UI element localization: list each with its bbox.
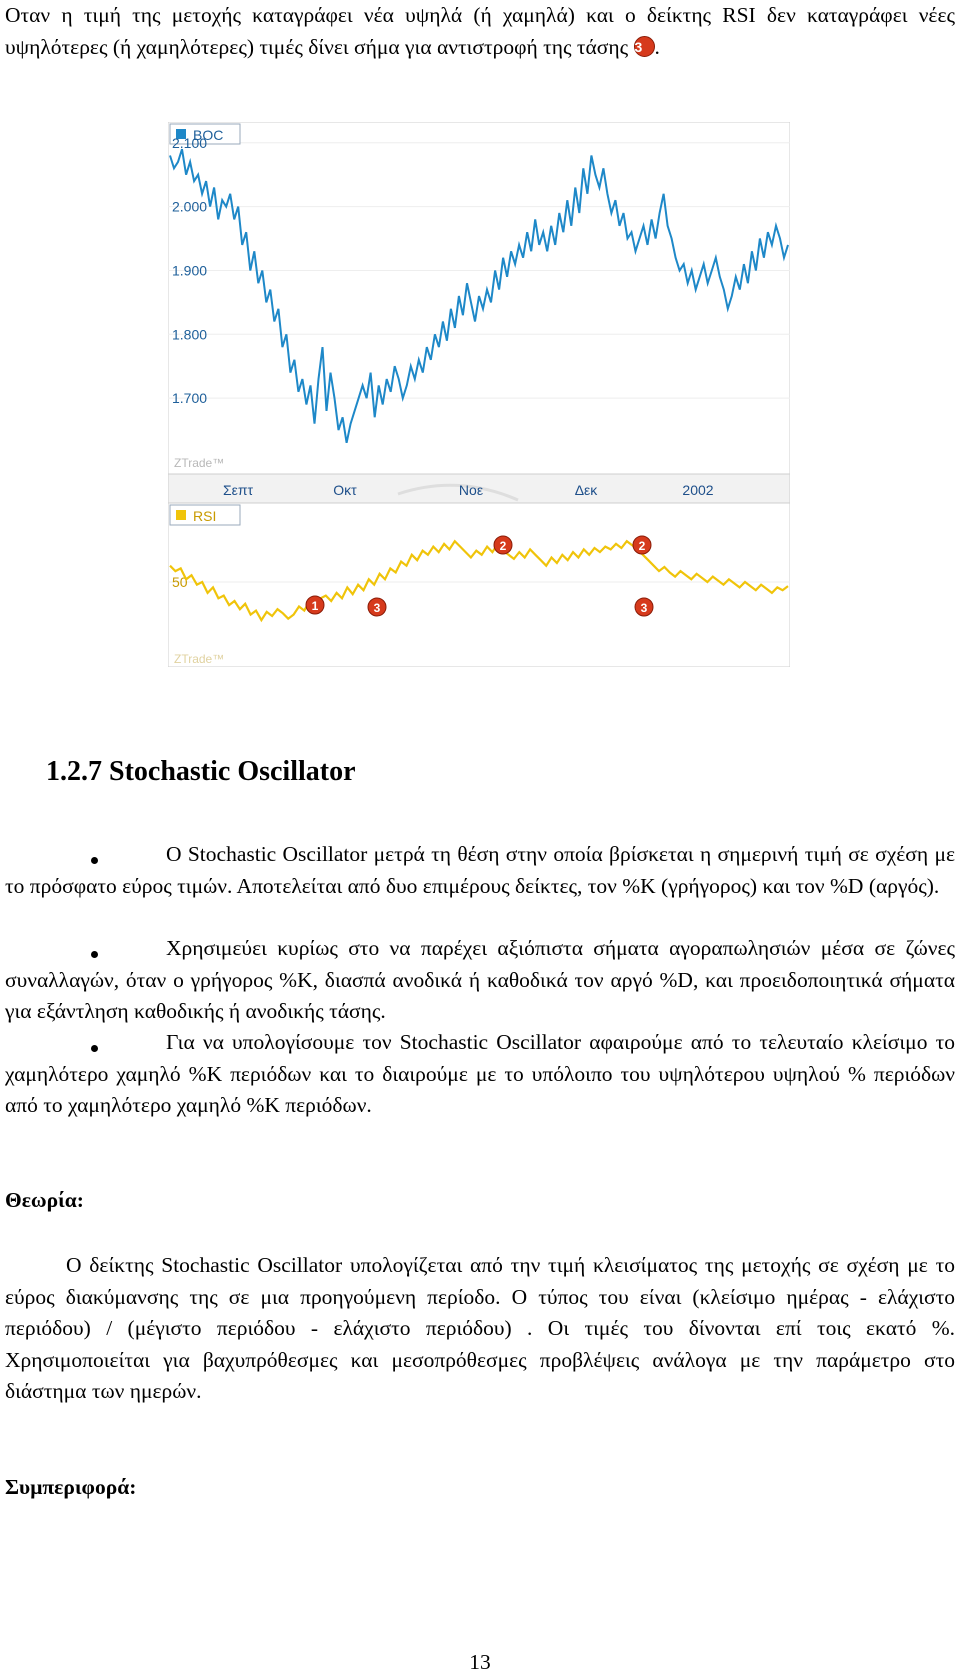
intro-end: . [654,34,660,59]
rsi-marker-2a [494,536,512,554]
rsi-legend-swatch [176,510,186,520]
time-axis [168,474,790,503]
rsi-marker-2b-label: 2 [638,539,646,553]
price-ytick-label: 1.700 [172,390,208,407]
rsi-legend-label: RSI [193,508,217,524]
rsi-marker-1 [306,596,324,614]
rsi-ytick-50: 50 [172,574,188,590]
price-panel [168,122,790,474]
price-ytick-label: 2.100 [172,134,208,151]
bullet-2: Χρησιμεύει κυρίως στο να παρέχει αξιόπιστα σήματα αγοραπωλησιών μέσα σε ζώνες συναλλαγών, όταν ο γρήγορος %Κ, διασπά ανοδικά ή καθοδικά τον αργό %D, και προειδοποιητικά σήματα για εξάντληση καθοδικής ή ανοδικής τάσης. [5,936,955,1023]
price-ytick-label: 1.800 [172,326,208,343]
rsi-marker-2a-label: 2 [499,539,507,553]
intro-paragraph [5,0,955,63]
rsi-legend [170,505,240,525]
section-heading [46,756,356,788]
rsi-marker-2b [633,536,651,554]
theory-heading: Θεωρία: [5,1188,84,1212]
theory-paragraph: Ο δείκτης Stochastic Oscillator υπολογίζεται από την τιμή κλεισίματος της μετοχής σε σχέση με το εύρος διακύμανσης της σε μια προηγούμενη περίοδο. Ο τύπος του είναι (κλείσιμο ημέρας - ελάχιστο περιόδου) / (μέγιστο περιόδου - ελάχιστο περιόδου) . Οι τιμές του δίνονται επί τοις εκατό %. Χρησιμοποιείται για βαχυπρόθεσμες και μεσοπρόθεσμες προβλέψεις ανάλογα με την παράμετρο στο διάστημα των ημερών. [5,1253,955,1403]
behavior-heading: Συμπεριφορά: [5,1475,137,1499]
time-axis-tick-label: Οκτ [333,482,357,498]
time-axis-tick-label: Σεπτ [222,482,254,498]
bullet-1: Ο Stochastic Oscillator μετρά τη θέση στην οποία βρίσκεται η σημερινή τιμή σε σχέση με το πρόσφατο εύρος τιμών. Αποτελείται από δυο επιμέρους δείκτες, τον %Κ (γρήγορος) και τον %D (αργός). [5,842,955,898]
rsi-marker-3a-label: 3 [373,601,381,615]
time-axis-tick-label: 2002 [682,482,714,498]
page-number: 13 [469,1650,491,1674]
section-number: 1.2.7 [46,756,102,787]
price-rsi-chart [168,122,790,667]
price-ytick-label: 1.900 [172,262,208,279]
price-watermark: ZTrade™ [174,456,225,470]
rsi-marker-3a [368,598,386,616]
time-axis-tick-label: Νοε [458,482,484,498]
rsi-watermark: ZTrade™ [174,652,225,666]
price-legend-label: BOC [193,127,224,143]
intro-text: Οταν η τιμή της μετοχής καταγράφει νέα υψηλά (ή χαμηλά) και ο δείκτης RSI δεν καταγράφει νέες υψηλότερες (ή χαμηλότερες) τιμές δίνει σήμα για αντιστροφή της τάσης [5,3,955,59]
time-axis-tick-label: Δεκ [574,482,598,498]
rsi-marker-3b-label: 3 [640,601,648,615]
section-title: Stochastic Oscillator [109,756,356,787]
rsi-marker-1-label: 1 [311,599,319,613]
rsi-panel [168,503,790,667]
rsi-marker-3b [635,598,653,616]
signal-marker-3: 3 [634,36,655,57]
bullet-3: Για να υπολογίσουμε τον Stochastic Oscillator αφαιρούμε από το τελευταίο κλείσιμο το χαμηλότερο χαμηλό %Κ περιόδων και το διαιρούμε με το υπόλοιπο του υψηλότερου υψηλού % περιόδων από το χαμηλότερο χαμηλό %Κ περιόδων. [5,1030,955,1117]
price-ytick-label: 2.000 [172,198,208,215]
